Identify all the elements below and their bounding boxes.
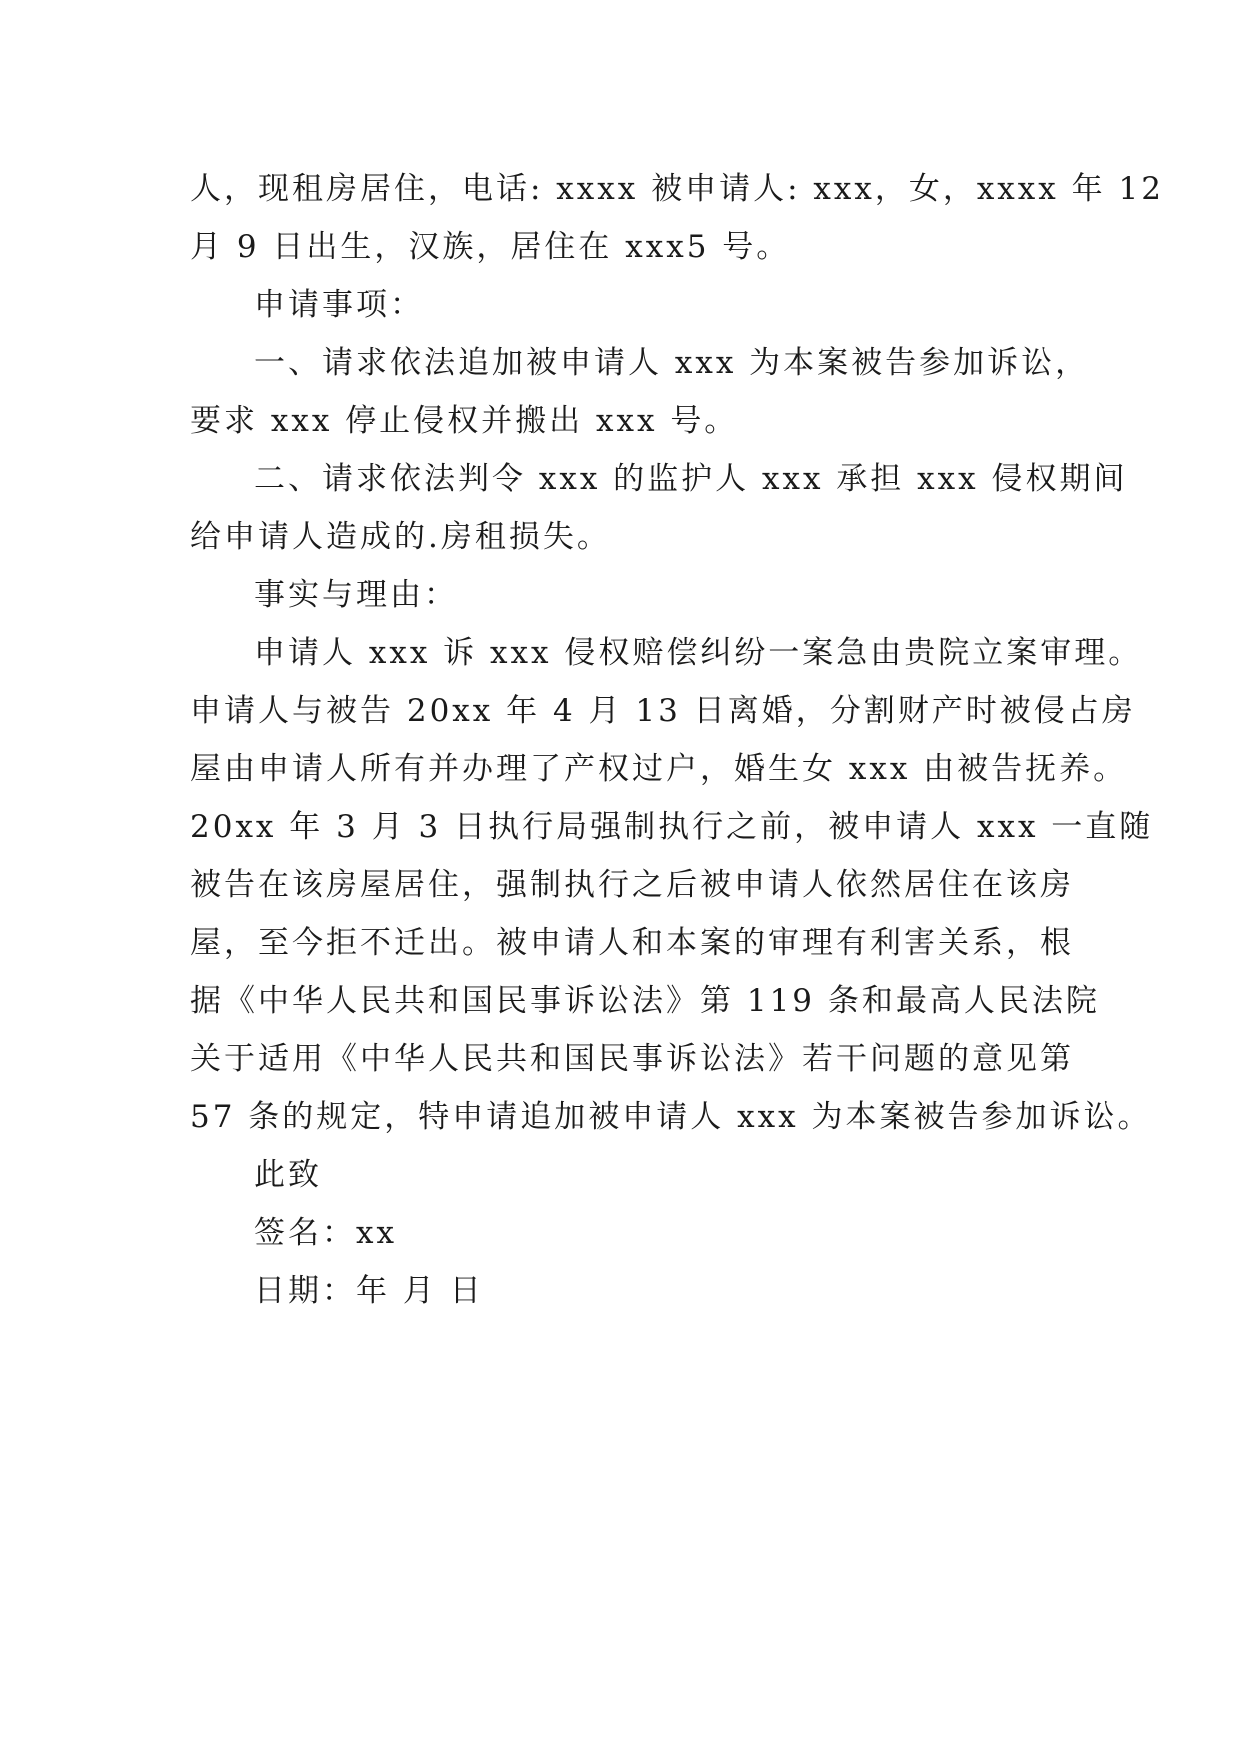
text-line: 屋由申请人所有并办理了产权过户，婚生女 xxx 由被告抚养。 <box>190 751 1128 787</box>
text-line: 据《中华人民共和国民事诉讼法》第 119 条和最高人民法院 <box>190 983 1100 1019</box>
text-line: 申请人 xxx 诉 xxx 侵权赔偿纠纷一案急由贵院立案审理。 <box>254 635 1143 671</box>
text-line: 月 9 日出生，汉族，居住在 xxx5 号。 <box>190 229 791 265</box>
date-line: 日期：年 月 日 <box>254 1273 484 1309</box>
text-line: 一、请求依法追加被申请人 xxx 为本案被告参加诉讼， <box>254 345 1090 381</box>
text-line: 被告在该房屋居住，强制执行之后被申请人依然居住在该房 <box>190 867 1074 903</box>
section-heading: 事实与理由： <box>254 577 458 613</box>
text-line: 人，现租房居住，电话: xxxx 被申请人: xxx，女，xxxx 年 12 <box>190 171 1164 207</box>
text-line: 20xx 年 3 月 3 日执行局强制执行之前，被申请人 xxx 一直随 <box>190 809 1154 845</box>
text-line: 申请人与被告 20xx 年 4 月 13 日离婚，分割财产时被侵占房 <box>190 693 1136 729</box>
section-heading: 申请事项： <box>254 287 424 323</box>
text-line: 57 条的规定，特申请追加被申请人 xxx 为本案被告参加诉讼。 <box>190 1099 1152 1135</box>
text-line: 屋，至今拒不迁出。被申请人和本案的审理有利害关系，根 <box>190 925 1074 961</box>
text-line: 给申请人造成的.房租损失。 <box>190 519 611 555</box>
signature-line: 签名：xx <box>254 1215 397 1251</box>
text-line: 要求 xxx 停止侵权并搬出 xxx 号。 <box>190 403 739 439</box>
document-body <box>190 160 1164 1320</box>
text-line: 关于适用《中华人民共和国民事诉讼法》若干问题的意见第 <box>190 1041 1074 1077</box>
closing-salutation: 此致 <box>254 1157 322 1193</box>
text-line: 二、请求依法判令 xxx 的监护人 xxx 承担 xxx 侵权期间 <box>254 461 1128 497</box>
